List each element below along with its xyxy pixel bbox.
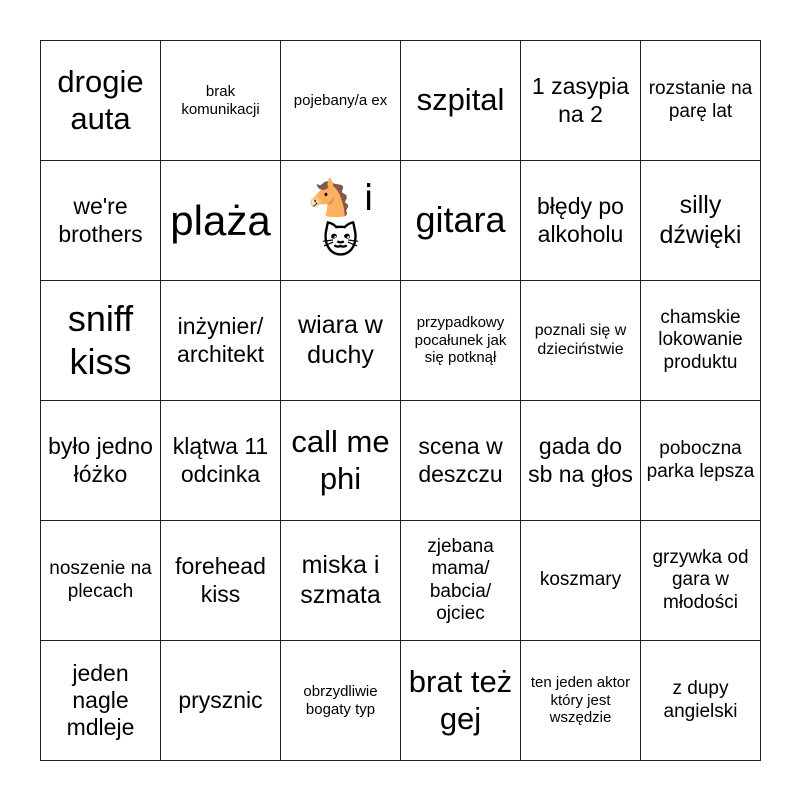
- bingo-row: [41, 41, 761, 161]
- bingo-cell[interactable]: było jedno łóżko: [41, 401, 161, 521]
- bingo-cell[interactable]: gitara: [401, 161, 521, 281]
- bingo-cell[interactable]: ten jeden aktor który jest wszędzie: [521, 641, 641, 761]
- bingo-cell[interactable]: 🐴 i 🐱: [281, 161, 401, 281]
- bingo-cell[interactable]: scena w deszczu: [401, 401, 521, 521]
- bingo-cell[interactable]: 1 zasypia na 2: [521, 41, 641, 161]
- bingo-cell[interactable]: inżynier/ architekt: [161, 281, 281, 401]
- bingo-board: [40, 40, 761, 761]
- bingo-cell[interactable]: wiara w duchy: [281, 281, 401, 401]
- bingo-cell[interactable]: koszmary: [521, 521, 641, 641]
- bingo-cell[interactable]: zjebana mama/ babcia/ ojciec: [401, 521, 521, 641]
- bingo-row: [41, 521, 761, 641]
- bingo-cell[interactable]: we're brothers: [41, 161, 161, 281]
- bingo-cell[interactable]: prysznic: [161, 641, 281, 761]
- bingo-cell[interactable]: poznali się w dzieciństwie: [521, 281, 641, 401]
- bingo-cell[interactable]: brak komunikacji: [161, 41, 281, 161]
- bingo-cell[interactable]: grzywka od gara w młodości: [641, 521, 761, 641]
- bingo-cell[interactable]: plaża: [161, 161, 281, 281]
- bingo-cell[interactable]: miska i szmata: [281, 521, 401, 641]
- bingo-cell[interactable]: brat też gej: [401, 641, 521, 761]
- bingo-cell[interactable]: przypadkowy pocałunek jak się potknął: [401, 281, 521, 401]
- bingo-cell[interactable]: błędy po alkoholu: [521, 161, 641, 281]
- bingo-cell[interactable]: pojebany/a ex: [281, 41, 401, 161]
- bingo-cell[interactable]: obrzydliwie bogaty typ: [281, 641, 401, 761]
- bingo-cell[interactable]: szpital: [401, 41, 521, 161]
- bingo-cell[interactable]: call me phi: [281, 401, 401, 521]
- bingo-cell[interactable]: gada do sb na głos: [521, 401, 641, 521]
- bingo-cell[interactable]: z dupy angielski: [641, 641, 761, 761]
- bingo-cell[interactable]: forehead kiss: [161, 521, 281, 641]
- bingo-row: [41, 281, 761, 401]
- bingo-cell[interactable]: klątwa 11 odcinka: [161, 401, 281, 521]
- bingo-cell[interactable]: noszenie na plecach: [41, 521, 161, 641]
- bingo-cell[interactable]: silly dźwięki: [641, 161, 761, 281]
- bingo-cell[interactable]: drogie auta: [41, 41, 161, 161]
- bingo-cell[interactable]: sniff kiss: [41, 281, 161, 401]
- bingo-row: [41, 641, 761, 761]
- bingo-row: [41, 161, 761, 281]
- bingo-row: [41, 401, 761, 521]
- bingo-cell[interactable]: rozstanie na parę lat: [641, 41, 761, 161]
- bingo-cell[interactable]: jeden nagle mdleje: [41, 641, 161, 761]
- bingo-cell[interactable]: poboczna parka lepsza: [641, 401, 761, 521]
- bingo-cell[interactable]: chamskie lokowanie produktu: [641, 281, 761, 401]
